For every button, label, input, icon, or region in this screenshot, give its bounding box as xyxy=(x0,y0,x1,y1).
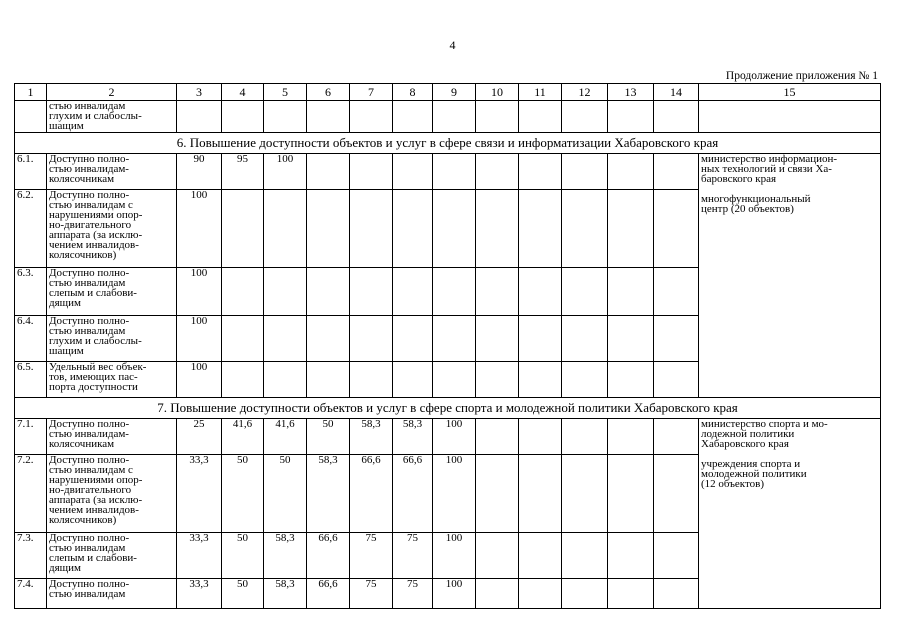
value-cell: 41,6 xyxy=(222,419,264,455)
value-cell xyxy=(519,268,562,316)
description-line: стью инвалидам с xyxy=(49,464,133,476)
value-cell xyxy=(476,419,519,455)
description-line: Доступно полно- xyxy=(49,315,130,327)
value-cell xyxy=(433,190,476,268)
value-cell xyxy=(476,101,519,133)
description-line: Доступно полно- xyxy=(49,418,130,430)
section-row xyxy=(15,398,881,419)
value-cell xyxy=(307,362,350,398)
section-row xyxy=(15,133,881,154)
description-cell xyxy=(47,419,177,455)
value-cell xyxy=(608,154,654,190)
responsible-cell xyxy=(699,101,881,133)
value-cell: 66,6 xyxy=(307,579,350,609)
row-number: 6.3. xyxy=(15,268,47,316)
column-header: 15 xyxy=(699,84,881,101)
value-cell xyxy=(264,362,307,398)
description-line: стью инвалидам xyxy=(49,277,126,289)
row-number: 6.1. xyxy=(15,154,47,190)
value-cell: 58,3 xyxy=(264,533,307,579)
value-cell xyxy=(608,579,654,609)
value-cell xyxy=(608,455,654,533)
value-cell xyxy=(519,154,562,190)
description-line: стью инвалидам xyxy=(49,325,126,337)
section-title: 7. Повышение доступности объектов и услуг в сфере спорта и молодежной политики Хабаровского края xyxy=(15,398,881,419)
row-number: 7.1. xyxy=(15,419,47,455)
row-number: 6.2. xyxy=(15,190,47,268)
description-line: порта доступности xyxy=(49,381,138,393)
responsible-line: многофункциональный xyxy=(701,193,811,205)
value-cell xyxy=(608,362,654,398)
column-header: 7 xyxy=(350,84,393,101)
description-line: колясочникам xyxy=(49,438,115,450)
description-cell xyxy=(47,154,177,190)
description-line: стью инвалидам xyxy=(49,588,126,600)
value-cell: 100 xyxy=(433,533,476,579)
row-number: 7.4. xyxy=(15,579,47,609)
value-cell: 95 xyxy=(222,154,264,190)
description-line: Доступно полно- xyxy=(49,267,130,279)
value-cell: 75 xyxy=(350,533,393,579)
column-header: 11 xyxy=(519,84,562,101)
value-cell xyxy=(476,316,519,362)
description-line: чением инвалидов- xyxy=(49,504,139,516)
value-cell xyxy=(519,190,562,268)
value-cell: 58,3 xyxy=(350,419,393,455)
value-cell xyxy=(433,362,476,398)
description-cell xyxy=(47,268,177,316)
description-line: стью инвалидам xyxy=(49,542,126,554)
responsible-line: учреждения спорта и xyxy=(701,458,801,470)
value-cell: 33,3 xyxy=(177,455,222,533)
value-cell: 50 xyxy=(222,455,264,533)
description-line: глухим и слабослы- xyxy=(49,335,142,347)
value-cell: 100 xyxy=(177,362,222,398)
value-cell: 25 xyxy=(177,419,222,455)
table-row xyxy=(15,419,881,455)
description-cell xyxy=(47,316,177,362)
column-header: 1 xyxy=(15,84,47,101)
column-header: 9 xyxy=(433,84,476,101)
value-cell xyxy=(393,362,433,398)
description-cell xyxy=(47,101,177,133)
value-cell xyxy=(562,101,608,133)
value-cell xyxy=(562,316,608,362)
value-cell xyxy=(519,419,562,455)
responsible-line: молодежной политики xyxy=(701,468,807,480)
description-line: Доступно полно- xyxy=(49,454,130,466)
value-cell xyxy=(433,316,476,362)
description-cell xyxy=(47,455,177,533)
value-cell xyxy=(654,154,699,190)
value-cell: 100 xyxy=(264,154,307,190)
description-line: стью инвалидам- xyxy=(49,163,129,175)
description-line: нарушениями опор- xyxy=(49,209,143,221)
description-line: шащим xyxy=(49,120,84,132)
description-cell xyxy=(47,579,177,609)
value-cell: 75 xyxy=(350,579,393,609)
value-cell xyxy=(608,533,654,579)
value-cell xyxy=(654,419,699,455)
description-cell xyxy=(47,190,177,268)
value-cell xyxy=(476,190,519,268)
value-cell xyxy=(350,190,393,268)
value-cell xyxy=(350,316,393,362)
value-cell xyxy=(562,419,608,455)
page-number: 4 xyxy=(449,38,456,52)
description-line: стью инвалидам с xyxy=(49,199,133,211)
value-cell xyxy=(519,362,562,398)
value-cell xyxy=(519,101,562,133)
row-number-cell xyxy=(15,101,47,133)
column-header: 14 xyxy=(654,84,699,101)
value-cell xyxy=(654,362,699,398)
value-cell: 100 xyxy=(433,579,476,609)
continuation-note: Продолжение приложения № 1 xyxy=(725,70,878,82)
value-cell xyxy=(562,268,608,316)
value-cell xyxy=(562,190,608,268)
description-line: Доступно полно- xyxy=(49,578,130,590)
section-title: 6. Повышение доступности объектов и услуг в сфере связи и информатизации Хабаровского края xyxy=(15,133,881,154)
value-cell: 50 xyxy=(264,455,307,533)
value-cell: 33,3 xyxy=(177,533,222,579)
value-cell: 100 xyxy=(177,268,222,316)
table-row xyxy=(15,154,881,190)
value-cell: 41,6 xyxy=(264,419,307,455)
responsible-cell xyxy=(699,419,881,609)
responsible-line: лодежной политики xyxy=(701,428,795,440)
value-cell xyxy=(222,268,264,316)
description-line: дящим xyxy=(49,297,81,309)
value-cell: 100 xyxy=(433,455,476,533)
responsible-line: Хабаровского края xyxy=(701,438,789,450)
value-cell xyxy=(519,579,562,609)
description-line: Доступно полно- xyxy=(49,532,130,544)
value-cell xyxy=(307,154,350,190)
responsible-line: центр (20 объектов) xyxy=(701,203,794,215)
value-cell xyxy=(476,533,519,579)
value-cell: 50 xyxy=(222,579,264,609)
column-header: 2 xyxy=(47,84,177,101)
value-cell xyxy=(222,101,264,133)
column-header: 3 xyxy=(177,84,222,101)
value-cell: 50 xyxy=(307,419,350,455)
value-cell xyxy=(433,154,476,190)
value-cell: 100 xyxy=(433,419,476,455)
value-cell xyxy=(307,101,350,133)
value-cell xyxy=(519,455,562,533)
value-cell xyxy=(393,190,433,268)
description-line: стью инвалидам- xyxy=(49,428,129,440)
value-cell: 50 xyxy=(222,533,264,579)
value-cell xyxy=(476,362,519,398)
value-cell xyxy=(222,190,264,268)
column-header: 12 xyxy=(562,84,608,101)
value-cell xyxy=(654,455,699,533)
value-cell: 66,6 xyxy=(350,455,393,533)
value-cell xyxy=(608,316,654,362)
responsible-line: министерство информацион- xyxy=(701,153,838,165)
value-cell xyxy=(264,316,307,362)
value-cell xyxy=(608,268,654,316)
value-cell: 75 xyxy=(393,533,433,579)
value-cell xyxy=(562,362,608,398)
description-line: Доступно полно- xyxy=(49,189,130,201)
responsible-line: министерство спорта и мо- xyxy=(701,418,828,430)
responsible-line: баровского края xyxy=(701,173,777,185)
description-line: слепым и слабови- xyxy=(49,552,137,564)
responsible-line: (12 объектов) xyxy=(701,478,765,490)
value-cell xyxy=(307,316,350,362)
value-cell: 33,3 xyxy=(177,579,222,609)
value-cell: 58,3 xyxy=(264,579,307,609)
description-line: колясочникам xyxy=(49,173,115,185)
value-cell xyxy=(393,101,433,133)
description-line: аппарата (за исклю- xyxy=(49,494,143,506)
value-cell xyxy=(608,190,654,268)
column-header: 10 xyxy=(476,84,519,101)
value-cell xyxy=(654,268,699,316)
description-line: но-двигательного xyxy=(49,219,132,231)
responsible-cell xyxy=(699,154,881,398)
description-cell xyxy=(47,362,177,398)
value-cell xyxy=(654,533,699,579)
value-cell xyxy=(393,316,433,362)
value-cell xyxy=(519,533,562,579)
value-cell xyxy=(264,101,307,133)
value-cell xyxy=(264,268,307,316)
value-cell xyxy=(654,316,699,362)
value-cell xyxy=(562,455,608,533)
value-cell xyxy=(476,579,519,609)
value-cell xyxy=(654,190,699,268)
value-cell: 75 xyxy=(393,579,433,609)
column-header: 4 xyxy=(222,84,264,101)
value-cell: 66,6 xyxy=(393,455,433,533)
value-cell xyxy=(222,362,264,398)
appendix-table xyxy=(14,83,881,609)
value-cell: 58,3 xyxy=(307,455,350,533)
value-cell xyxy=(476,154,519,190)
value-cell: 66,6 xyxy=(307,533,350,579)
description-line: слепым и слабови- xyxy=(49,287,137,299)
description-line: нарушениями опор- xyxy=(49,474,143,486)
row-number: 6.4. xyxy=(15,316,47,362)
column-header: 13 xyxy=(608,84,654,101)
value-cell xyxy=(393,154,433,190)
value-cell xyxy=(654,101,699,133)
description-line: Доступно полно- xyxy=(49,153,130,165)
description-line: шащим xyxy=(49,345,84,357)
row-number: 6.5. xyxy=(15,362,47,398)
value-cell xyxy=(307,268,350,316)
value-cell xyxy=(222,316,264,362)
description-line: дящим xyxy=(49,562,81,574)
column-header: 8 xyxy=(393,84,433,101)
carry-over-row xyxy=(15,101,881,133)
column-header: 5 xyxy=(264,84,307,101)
value-cell xyxy=(350,154,393,190)
value-cell xyxy=(350,268,393,316)
value-cell xyxy=(562,154,608,190)
description-line: колясочников) xyxy=(49,249,117,261)
value-cell xyxy=(476,455,519,533)
description-line: чением инвалидов- xyxy=(49,239,139,251)
description-line: Удельный вес объек- xyxy=(49,361,147,373)
responsible-line: ных технологий и связи Ха- xyxy=(701,163,832,175)
value-cell xyxy=(393,268,433,316)
description-line: тов, имеющих пас- xyxy=(49,371,138,383)
row-number: 7.3. xyxy=(15,533,47,579)
column-header: 6 xyxy=(307,84,350,101)
value-cell xyxy=(307,190,350,268)
value-cell xyxy=(350,362,393,398)
value-cell xyxy=(519,316,562,362)
value-cell xyxy=(433,268,476,316)
description-line: но-двигательного xyxy=(49,484,132,496)
value-cell xyxy=(608,419,654,455)
value-cell: 58,3 xyxy=(393,419,433,455)
description-line: глухим и слабослы- xyxy=(49,110,142,122)
row-number: 7.2. xyxy=(15,455,47,533)
description-line: аппарата (за исклю- xyxy=(49,229,143,241)
value-cell: 100 xyxy=(177,190,222,268)
value-cell: 90 xyxy=(177,154,222,190)
value-cell xyxy=(264,190,307,268)
value-cell xyxy=(562,579,608,609)
description-line: колясочников) xyxy=(49,514,117,526)
value-cell xyxy=(476,268,519,316)
header-row xyxy=(15,84,881,101)
description-line: стью инвалидам xyxy=(49,100,126,112)
value-cell xyxy=(177,101,222,133)
value-cell: 100 xyxy=(177,316,222,362)
value-cell xyxy=(562,533,608,579)
value-cell xyxy=(654,579,699,609)
description-cell xyxy=(47,533,177,579)
value-cell xyxy=(433,101,476,133)
value-cell xyxy=(608,101,654,133)
value-cell xyxy=(350,101,393,133)
